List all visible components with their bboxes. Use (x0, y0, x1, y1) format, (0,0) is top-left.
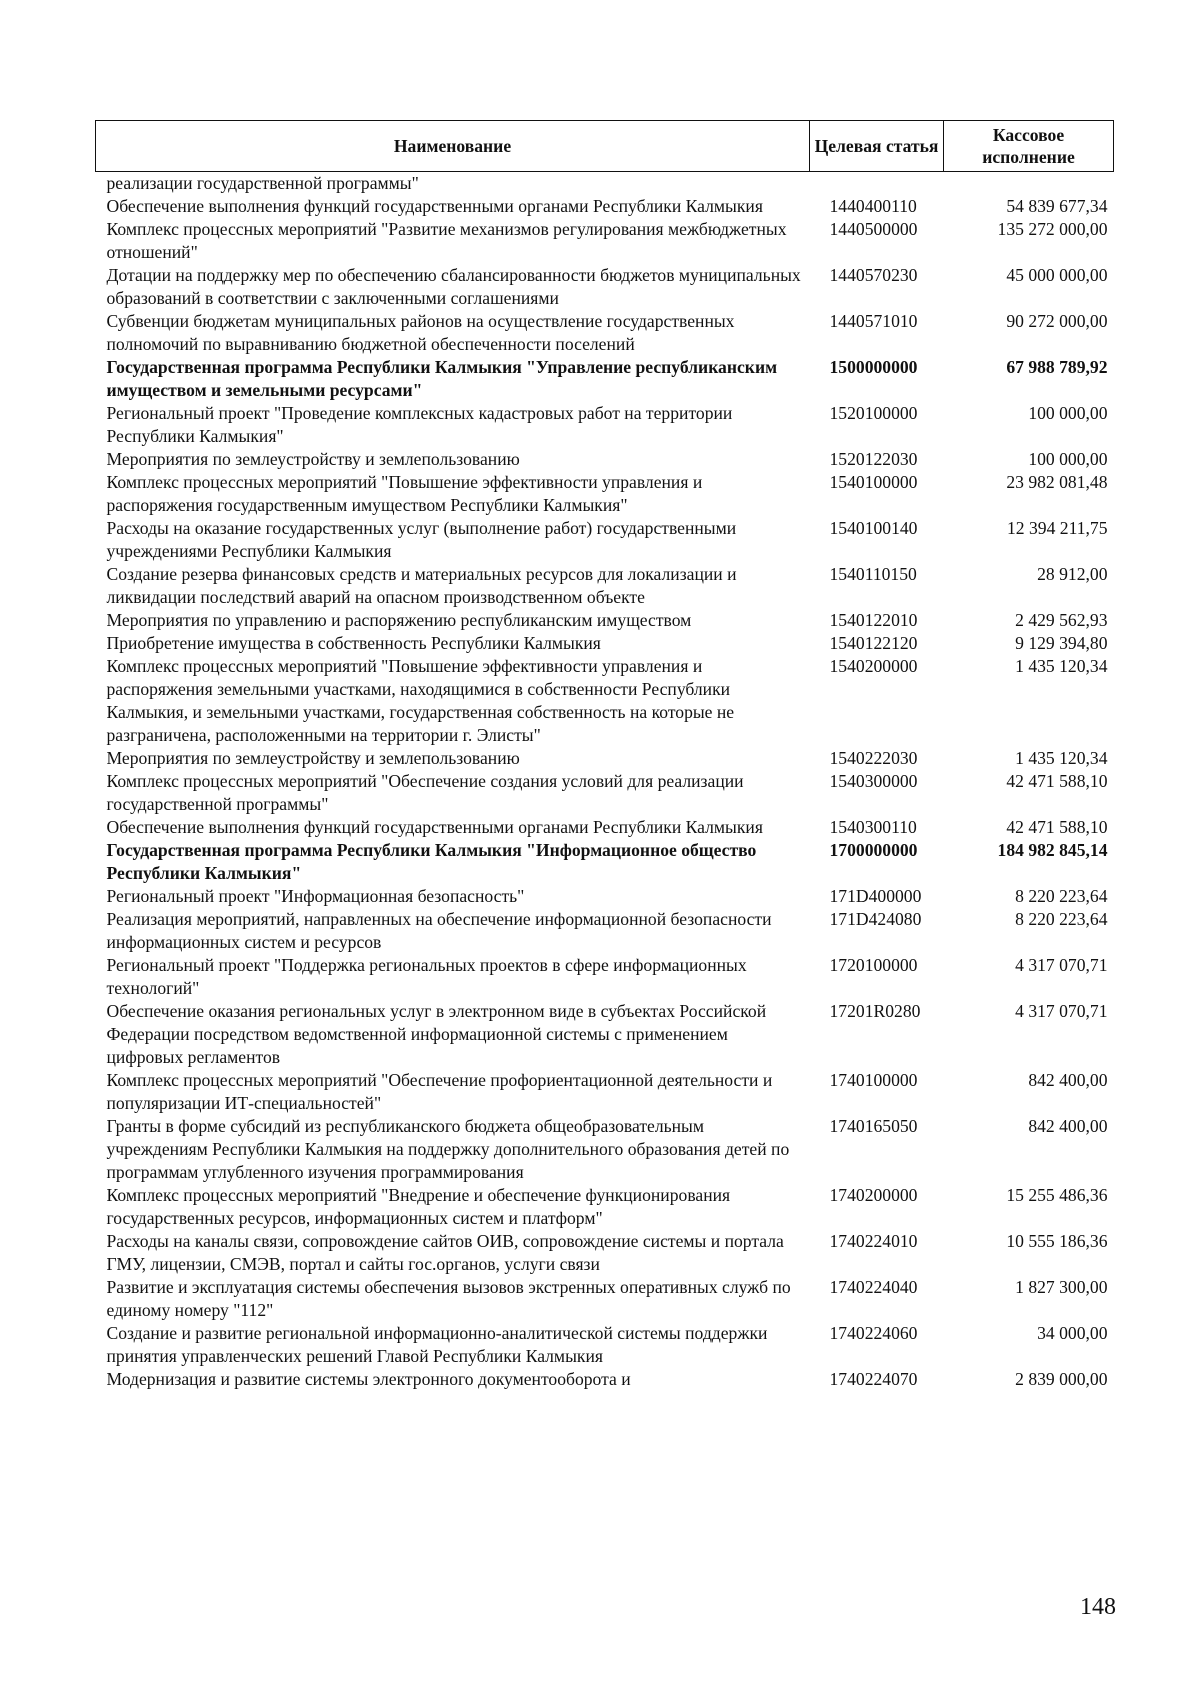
row-name-cell: Мероприятия по землеустройству и землепользованию (106, 748, 520, 768)
row-amount-cell: 9 129 394,80 (1015, 633, 1108, 653)
row-code-cell: 1740165050 (829, 1116, 918, 1136)
table-row (96, 310, 1114, 356)
row-code-cell: 1540222030 (829, 748, 918, 768)
row-name-cell: Государственная программа Республики Калмыкия "Информационное общество Республики Калмыкия" (106, 840, 757, 883)
table-row (96, 908, 1114, 954)
row-amount-cell: 90 272 000,00 (1006, 311, 1108, 331)
row-code-cell: 1740100000 (829, 1070, 918, 1090)
row-name-cell: Создание резерва финансовых средств и материальных ресурсов для локализации и ликвидации последствий аварий на опасном производственном объекте (106, 564, 737, 607)
header-code: Целевая статья (810, 121, 944, 172)
row-amount-cell: 42 471 588,10 (1006, 817, 1108, 837)
row-code-cell: 1540100140 (829, 518, 918, 538)
table-row (96, 770, 1114, 816)
table-row (96, 1276, 1114, 1322)
table-row (96, 218, 1114, 264)
row-code-cell (810, 172, 944, 196)
row-code-cell: 1740224070 (829, 1369, 918, 1389)
table-header-row (96, 121, 1114, 172)
row-amount-cell: 8 220 223,64 (1015, 909, 1108, 929)
table-row (96, 172, 1114, 196)
row-code-cell: 171D424080 (829, 909, 922, 929)
row-code-cell: 1520100000 (829, 403, 918, 423)
row-name-cell: Мероприятия по землеустройству и землепользованию (106, 449, 520, 469)
row-amount-cell: 10 555 186,36 (1006, 1231, 1108, 1251)
row-amount-cell (944, 172, 1114, 196)
row-code-cell: 17201R0280 (829, 1001, 921, 1021)
row-amount-cell: 12 394 211,75 (1006, 518, 1108, 538)
table-row (96, 563, 1114, 609)
row-name-cell: Комплекс процессных мероприятий "Повышение эффективности управления и распоряжения земельными участками, находящимися в собственности Республики Калмыкия, и земельными участками, государственная собственность на которые не разграничена, расположенными на территории г. Элисты" (106, 656, 735, 745)
row-amount-cell: 842 400,00 (1028, 1070, 1108, 1090)
row-name-cell: Комплекс процессных мероприятий "Повышение эффективности управления и распоряжения государственным имуществом Республики Калмыкия" (106, 472, 703, 515)
row-code-cell: 1440571010 (829, 311, 918, 331)
row-name-cell: Комплекс процессных мероприятий "Обеспечение профориентационной деятельности и популяризации ИТ-специальностей" (106, 1070, 773, 1113)
row-amount-cell: 100 000,00 (1028, 449, 1108, 469)
table-row (96, 655, 1114, 747)
row-code-cell: 1740200000 (829, 1185, 918, 1205)
table-row (96, 1115, 1114, 1184)
row-code-cell: 1720100000 (829, 955, 918, 975)
row-amount-cell: 184 982 845,14 (997, 840, 1108, 860)
row-code-cell: 1440400110 (829, 196, 917, 216)
table-row (96, 1184, 1114, 1230)
row-code-cell: 1540100000 (829, 472, 918, 492)
table-row (96, 954, 1114, 1000)
table-row (96, 1069, 1114, 1115)
row-amount-cell: 1 435 120,34 (1015, 748, 1108, 768)
row-name-cell: Обеспечение выполнения функций государственными органами Республики Калмыкия (106, 817, 763, 837)
table-row (96, 264, 1114, 310)
row-name-cell: Комплекс процессных мероприятий "Внедрение и обеспечение функционирования государственных ресурсов, информационных систем и платформ" (106, 1185, 731, 1228)
row-name-cell: Расходы на каналы связи, сопровождение сайтов ОИВ, сопровождение системы и портала ГМУ, лицензии, СМЭВ, портал и сайты гос.органов, услуги связи (106, 1231, 784, 1274)
row-name-cell: Дотации на поддержку мер по обеспечению сбалансированности бюджетов муниципальных образований в соответствии с заключенными соглашениями (106, 265, 801, 308)
table-row (96, 402, 1114, 448)
table-row (96, 1000, 1114, 1069)
table-row (96, 448, 1114, 471)
table-row (96, 1322, 1114, 1368)
row-code-cell: 171D400000 (829, 886, 922, 906)
row-amount-cell: 1 435 120,34 (1015, 656, 1108, 676)
row-code-cell: 1540300110 (829, 817, 917, 837)
row-name-cell: Региональный проект "Информационная безопасность" (106, 886, 525, 906)
row-amount-cell: 842 400,00 (1028, 1116, 1108, 1136)
row-code-cell: 1700000000 (829, 840, 918, 860)
row-name-cell: Субвенции бюджетам муниципальных районов на осуществление государственных полномочий по выравниванию бюджетной обеспеченности поселений (106, 311, 735, 354)
row-amount-cell: 2 429 562,93 (1015, 610, 1108, 630)
table-row (96, 839, 1114, 885)
row-code-cell: 1440500000 (829, 219, 918, 239)
row-name-cell: Обеспечение выполнения функций государственными органами Республики Калмыкия (106, 196, 763, 216)
row-name-cell: Обеспечение оказания региональных услуг в электронном виде в субъектах Российской Федерации посредством ведомственной информационной системы с применением цифровых регламентов (106, 1001, 767, 1067)
row-name-cell: Расходы на оказание государственных услуг (выполнение работ) государственными учреждениями Республики Калмыкия (106, 518, 737, 561)
table-row (96, 1230, 1114, 1276)
header-amount: Кассовое исполнение (944, 121, 1114, 172)
row-amount-cell: 100 000,00 (1028, 403, 1108, 423)
row-name-cell: реализации государственной программы" (106, 173, 419, 193)
row-amount-cell: 45 000 000,00 (1006, 265, 1108, 285)
row-amount-cell: 8 220 223,64 (1015, 886, 1108, 906)
row-amount-cell: 15 255 486,36 (1006, 1185, 1108, 1205)
table-row (96, 471, 1114, 517)
row-name-cell: Комплекс процессных мероприятий "Развитие механизмов регулирования межбюджетных отношений" (106, 219, 787, 262)
row-name-cell: Государственная программа Республики Калмыкия "Управление республиканским имуществом и земельными ресурсами" (106, 357, 778, 400)
row-code-cell: 1520122030 (829, 449, 918, 469)
table-row (96, 609, 1114, 632)
row-amount-cell: 4 317 070,71 (1015, 955, 1108, 975)
row-name-cell: Региональный проект "Проведение комплексных кадастровых работ на территории Республики Калмыкия" (106, 403, 733, 446)
row-amount-cell: 54 839 677,34 (1006, 196, 1108, 216)
row-code-cell: 1740224060 (829, 1323, 918, 1343)
table-row (96, 632, 1114, 655)
row-code-cell: 1540200000 (829, 656, 918, 676)
row-name-cell: Региональный проект "Поддержка региональных проектов в сфере информационных технологий" (106, 955, 747, 998)
row-code-cell: 1440570230 (829, 265, 918, 285)
table-row (96, 517, 1114, 563)
row-amount-cell: 135 272 000,00 (997, 219, 1108, 239)
row-name-cell: Комплекс процессных мероприятий "Обеспечение создания условий для реализации государственной программы" (106, 771, 744, 814)
row-amount-cell: 2 839 000,00 (1015, 1369, 1108, 1389)
row-amount-cell: 42 471 588,10 (1006, 771, 1108, 791)
row-amount-cell: 34 000,00 (1037, 1323, 1108, 1343)
page-number: 148 (1080, 1594, 1116, 1620)
row-amount-cell: 23 982 081,48 (1006, 472, 1108, 492)
table-row (96, 1368, 1114, 1391)
row-name-cell: Гранты в форме субсидий из республиканского бюджета общеобразовательным учреждениям Республики Калмыкия на поддержку дополнительного образования детей по программам углубленного изучения программирования (106, 1116, 790, 1182)
table-row (96, 816, 1114, 839)
table-row (96, 885, 1114, 908)
row-code-cell: 1740224010 (829, 1231, 918, 1251)
table-body (96, 172, 1114, 1392)
table-row (96, 195, 1114, 218)
row-name-cell: Реализация мероприятий, направленных на обеспечение информационной безопасности информационных систем и ресурсов (106, 909, 772, 952)
row-name-cell: Модернизация и развитие системы электронного документооборота и (106, 1369, 631, 1389)
row-code-cell: 1500000000 (829, 357, 918, 377)
table-row (96, 356, 1114, 402)
row-code-cell: 1540110150 (829, 564, 917, 584)
row-code-cell: 1740224040 (829, 1277, 918, 1297)
header-name: Наименование (96, 121, 810, 172)
row-amount-cell: 1 827 300,00 (1015, 1277, 1108, 1297)
row-amount-cell: 28 912,00 (1037, 564, 1108, 584)
table-row (96, 747, 1114, 770)
row-name-cell: Создание и развитие региональной информационно-аналитической системы поддержки принятия управленческих решений Главой Республики Калмыкия (106, 1323, 768, 1366)
row-name-cell: Мероприятия по управлению и распоряжению республиканским имуществом (106, 610, 692, 630)
row-code-cell: 1540122010 (829, 610, 918, 630)
row-name-cell: Развитие и эксплуатация системы обеспечения вызовов экстренных оперативных служб по единому номеру "112" (106, 1277, 791, 1320)
budget-table (95, 120, 1114, 1391)
row-amount-cell: 4 317 070,71 (1015, 1001, 1108, 1021)
row-name-cell: Приобретение имущества в собственность Республики Калмыкия (106, 633, 601, 653)
row-code-cell: 1540300000 (829, 771, 918, 791)
row-code-cell: 1540122120 (829, 633, 918, 653)
row-amount-cell: 67 988 789,92 (1006, 357, 1108, 377)
